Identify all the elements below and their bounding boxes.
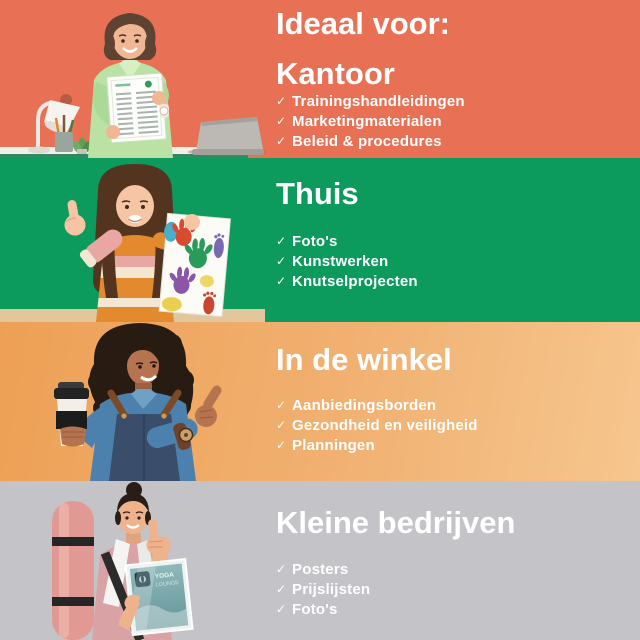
item-list-bedrijven: [276, 560, 370, 620]
check-icon: ✓: [276, 398, 287, 412]
coffee-cup-icon: [54, 382, 89, 447]
item-list-thuis: [276, 232, 418, 292]
poster-title-line2: LOUNGE: [155, 579, 180, 589]
section-winkel: [0, 322, 640, 481]
list-item: [276, 252, 418, 272]
list-item-label: Foto's: [292, 601, 338, 618]
check-icon: ✓: [276, 274, 287, 288]
section-heading-kantoor: Kantoor: [276, 56, 395, 91]
copy-thuis: [276, 158, 636, 322]
photo-girl-artwork-illustration: [0, 158, 265, 322]
barista-figure: [76, 323, 196, 481]
check-icon: ✓: [276, 254, 287, 268]
list-item: [276, 600, 370, 620]
office-woman-figure: [88, 13, 173, 158]
section-kantoor: [0, 0, 640, 158]
yoga-mat: [52, 501, 94, 640]
poster-title-line1: YOGA: [154, 571, 175, 581]
check-icon: ✓: [276, 602, 287, 616]
section-heading-thuis: Thuis: [276, 176, 359, 211]
list-item-label: Trainingshandleidingen: [292, 93, 465, 110]
list-item-label: Knutselprojecten: [292, 273, 418, 290]
photo-office-woman: [0, 0, 265, 158]
list-item: [276, 436, 478, 456]
list-item-label: Posters: [292, 561, 349, 578]
list-item-label: Marketingmaterialen: [292, 113, 442, 130]
list-item: [276, 580, 370, 600]
list-item: [276, 416, 478, 436]
photo-yoga-woman: [0, 481, 265, 640]
photo-office-woman-illustration: [0, 0, 265, 158]
check-icon: ✓: [276, 134, 287, 148]
check-icon: ✓: [276, 114, 287, 128]
list-item-label: Planningen: [292, 437, 375, 454]
laptop-icon: [188, 117, 265, 156]
list-item: [276, 92, 465, 112]
list-item-label: Foto's: [292, 233, 338, 250]
list-item: [276, 396, 478, 416]
list-item: [276, 232, 418, 252]
check-icon: ✓: [276, 582, 287, 596]
photo-girl-artwork: [0, 158, 265, 322]
copy-winkel: [276, 322, 636, 481]
section-thuis: [0, 158, 640, 322]
check-icon: ✓: [276, 94, 287, 108]
list-item-label: Aanbiedingsborden: [292, 397, 437, 414]
photo-yoga-woman-illustration: [0, 481, 265, 640]
copy-bedrijven: [276, 481, 636, 640]
check-icon: ✓: [276, 438, 287, 452]
list-item-label: Kunstwerken: [292, 253, 389, 270]
check-icon: ✓: [276, 418, 287, 432]
list-item-label: Beleid & procedures: [292, 133, 442, 150]
list-item: [276, 272, 418, 292]
list-item-label: Gezondheid en veiligheid: [292, 417, 478, 434]
photo-barista-illustration: [0, 322, 265, 481]
check-icon: ✓: [276, 234, 287, 248]
list-item: [276, 560, 370, 580]
photo-barista: [0, 322, 265, 481]
section-heading-winkel: In de winkel: [276, 342, 452, 377]
item-list-kantoor: [276, 92, 465, 152]
section-heading-bedrijven: Kleine bedrijven: [276, 505, 516, 540]
item-list-winkel: [276, 396, 478, 456]
copy-kantoor: [276, 0, 636, 158]
list-item-label: Prijslijsten: [292, 581, 371, 598]
check-icon: ✓: [276, 562, 287, 576]
page-title: Ideaal voor:: [276, 6, 450, 41]
section-bedrijven: [0, 481, 640, 640]
list-item: [276, 132, 465, 152]
list-item: [276, 112, 465, 132]
